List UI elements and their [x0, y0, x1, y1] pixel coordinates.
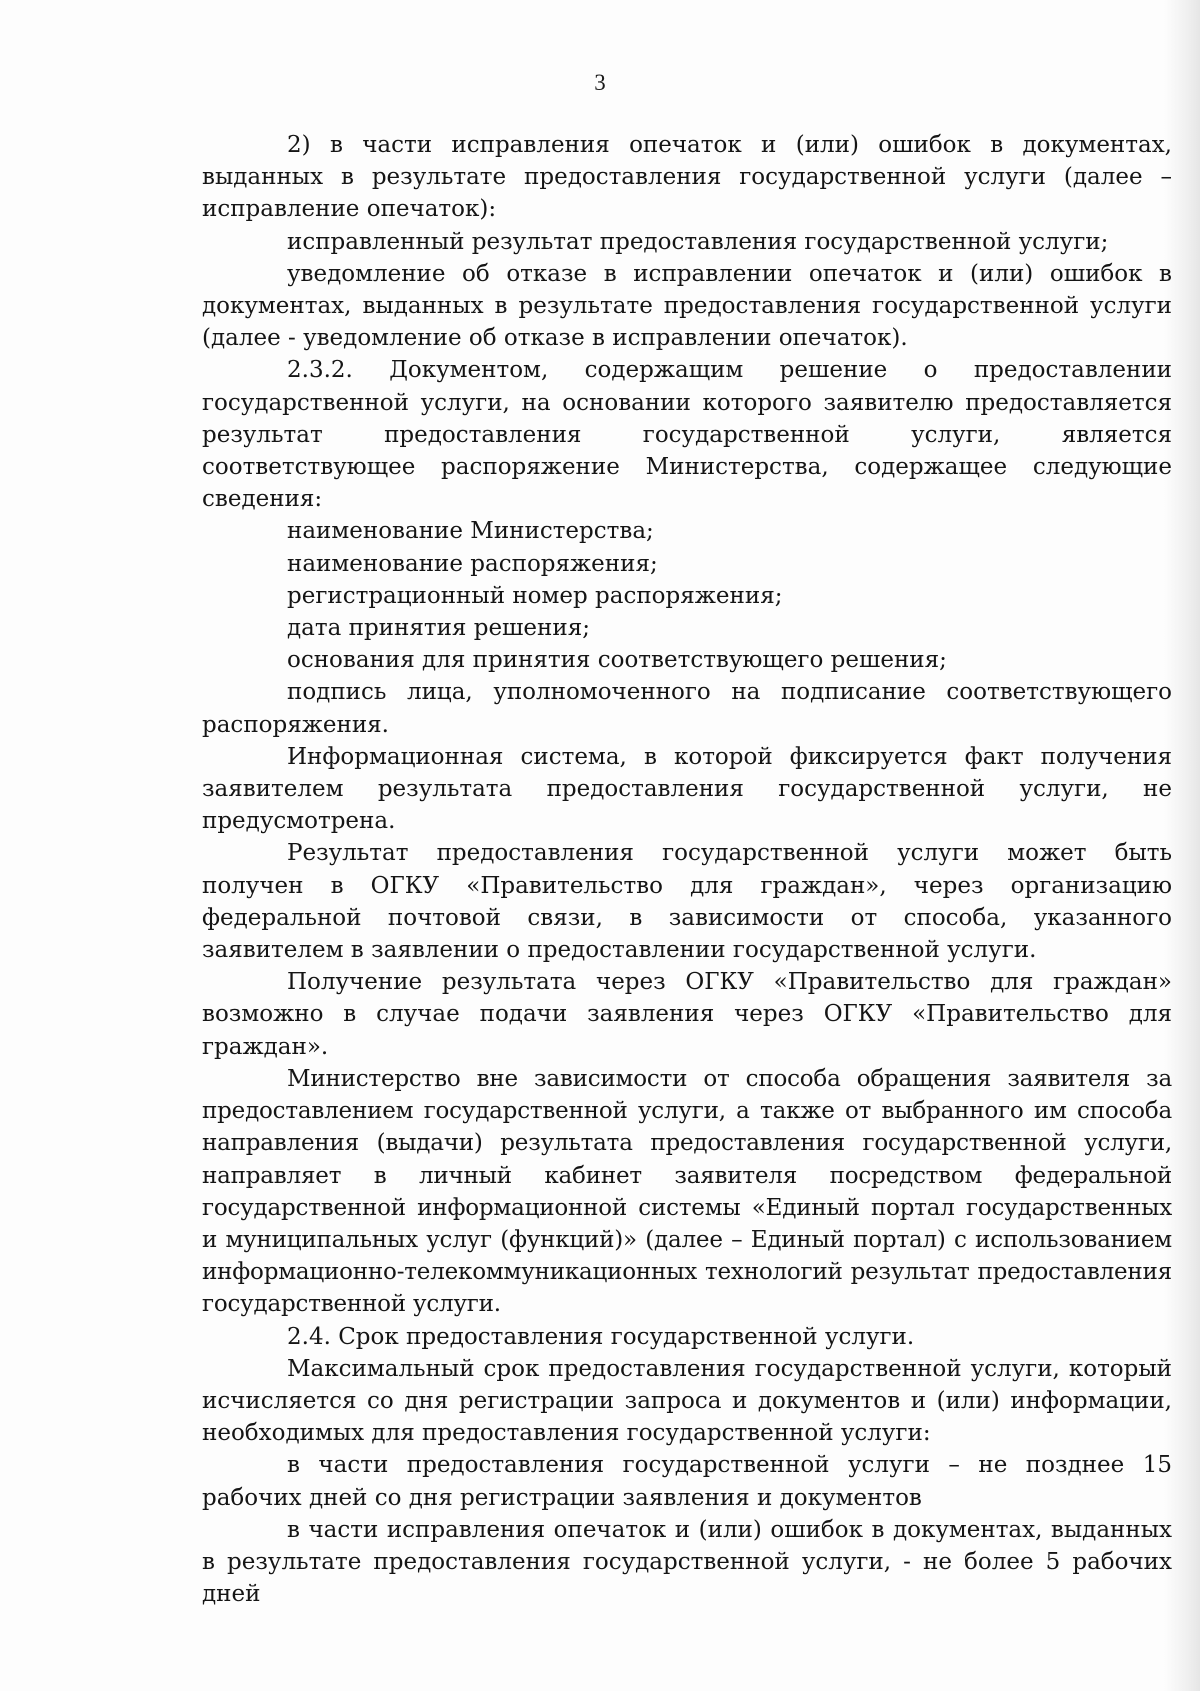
list-item-signature: подпись лица, уполномоченного на подписание соответствующего распоряжения.	[202, 679, 1172, 738]
paragraph-term-corrections: в части исправления опечаток и (или) ошибок в документах, выданных в результате предоставления государственной услуги, - не более 5 рабочих дней	[202, 1516, 1172, 1608]
paragraph-corrected-result: исправленный результат предоставления государственной услуги;	[287, 228, 1109, 255]
list-item-registration-number: регистрационный номер распоряжения;	[287, 582, 783, 609]
paragraph-term-service: в части предоставления государственной услуги – не позднее 15 рабочих дней со дня регистрации заявления и документов	[202, 1452, 1172, 1511]
paragraph-typo-correction-intro: 2) в части исправления опечаток и (или) ошибок в документах, выданных в результате предоставления государственной услуги (далее – исправление опечаток):	[202, 132, 1172, 223]
paragraph-max-term: Максимальный срок предоставления государственной услуги, который исчисляется со дня регистрации запроса и документов и (или) информации, необходимых для предоставления государственной услуги:	[202, 1355, 1172, 1447]
paragraph-refusal-notice: уведомление об отказе в исправлении опечаток и (или) ошибок в документах, выданных в результате предоставления государственной услуги (далее - уведомление об отказе в исправлении опечаток).	[202, 260, 1172, 352]
page-number: 3	[594, 70, 606, 95]
paragraph-unified-portal: Министерство вне зависимости от способа обращения заявителя за предоставлением государственной услуги, а также от выбранного им способа направления (выдачи) результата предоставления государственной услуги, направляет в личный кабинет заявителя посредством федеральной государственной информационной системы «Единый портал государственных и муниципальных услуг (функций)» (далее – Единый портал) с использованием информационно-телекоммуникационных технологий результат предоставления государственной услуги.	[202, 1065, 1172, 1318]
paragraph-section-2-4-title: 2.4. Срок предоставления государственной услуги.	[287, 1323, 915, 1350]
list-item-decision-date: дата принятия решения;	[287, 615, 590, 642]
paragraph-section-2-3-2: 2.3.2. Документом, содержащим решение о предоставлении государственной услуги, на основании которого заявителю предоставляется результат предоставления государственной услуги, является соответствующее распоряжение Министерства, содержащее следующие сведения:	[202, 357, 1172, 513]
paragraph-result-delivery: Результат предоставления государственной услуги может быть получен в ОГКУ «Правительство для граждан», через организацию федеральной почтовой связи, в зависимости от способа, указанного заявителем в заявлении о предоставлении государственной услуги.	[202, 840, 1172, 964]
list-item-order-name: наименование распоряжения;	[287, 550, 658, 577]
list-item-decision-grounds: основания для принятия соответствующего решения;	[287, 647, 947, 674]
document-body	[202, 129, 1172, 1610]
list-item-ministry-name: наименование Министерства;	[287, 518, 654, 545]
paragraph-information-system: Информационная система, в которой фиксируется факт получения заявителем результата предоставления государственной услуги, не предусмотрена.	[202, 743, 1172, 835]
paragraph-result-via-ogku: Получение результата через ОГКУ «Правительство для граждан» возможно в случае подачи заявления через ОГКУ «Правительство для граждан».	[202, 969, 1172, 1060]
